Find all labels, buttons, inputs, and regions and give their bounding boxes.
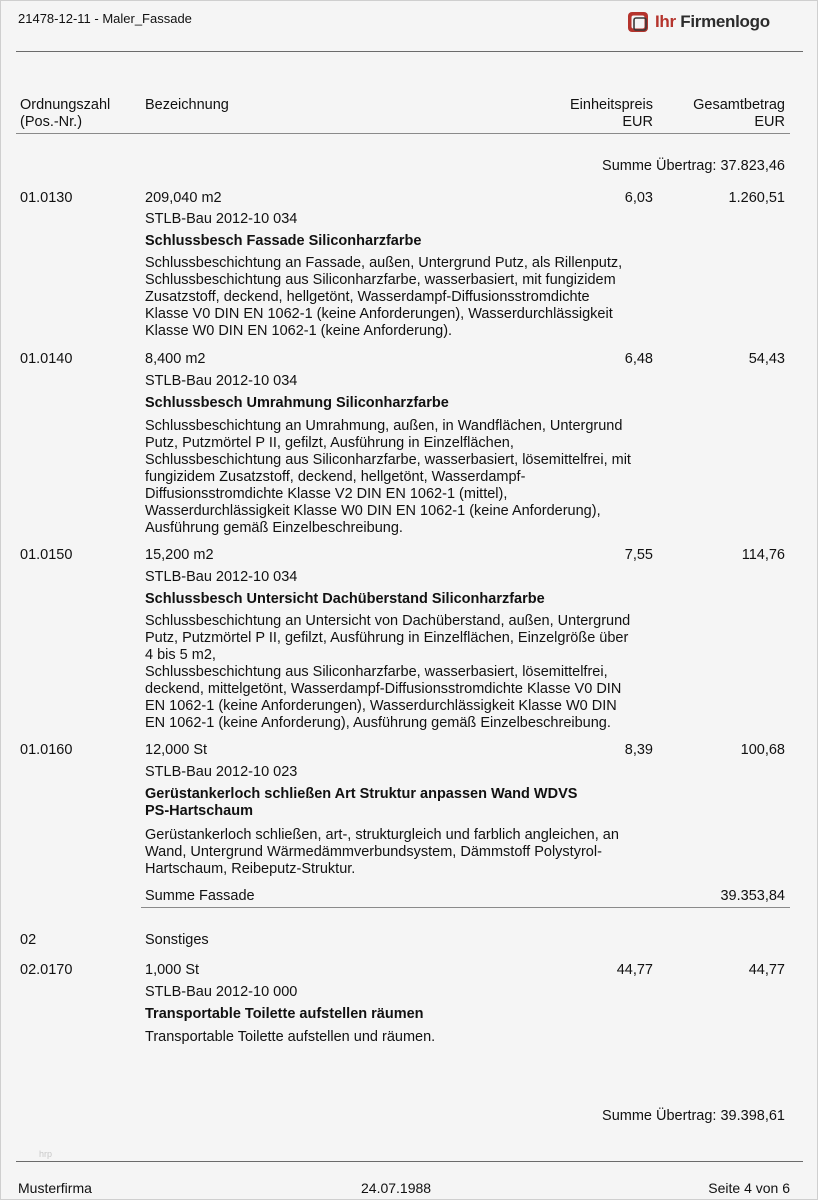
position-number: 01.0150	[20, 547, 73, 563]
section-title: Sonstiges	[145, 932, 209, 948]
company-logo	[627, 7, 770, 37]
section-sum-value: 39.353,84	[720, 888, 785, 904]
position-quantity: 209,040 m2	[145, 190, 222, 206]
position-unit-price: 6,48	[624, 351, 653, 367]
position-unit-price: 6,03	[624, 190, 653, 206]
position-stlb-code: STLB-Bau 2012-10 000	[145, 984, 298, 1000]
col-header-position: Ordnungszahl (Pos.-Nr.)	[20, 97, 111, 130]
section-number: 02	[20, 932, 37, 948]
col-header-description: Bezeichnung	[145, 97, 229, 113]
position-description: Gerüstankerloch schließen, art-, strukturgleich und farblich angleichen, an Wand, Untergrund Wärmedämmverbundsystem, Dämmstoff Polystyrol- Hartschaum, Reibeputz-Struktur.	[145, 827, 619, 877]
position-total: 1.260,51	[728, 190, 785, 206]
position-title: Schlussbesch Fassade Siliconharzfarbe	[145, 233, 422, 249]
faint-mark: hrp	[39, 1149, 53, 1159]
position-total: 44,77	[748, 962, 785, 978]
column-header-rule	[16, 133, 790, 134]
logo-mark-icon	[627, 11, 649, 33]
section-sum-label: Summe Fassade	[145, 888, 255, 904]
position-description: Transportable Toilette aufstellen und räumen.	[145, 1029, 436, 1045]
position-number: 01.0130	[20, 190, 73, 206]
position-title: Schlussbesch Umrahmung Siliconharzfarbe	[145, 395, 449, 411]
position-number: 01.0140	[20, 351, 73, 367]
position-total: 114,76	[741, 547, 785, 563]
position-unit-price: 44,77	[616, 962, 653, 978]
position-quantity: 1,000 St	[145, 962, 200, 978]
position-unit-price: 7,55	[624, 547, 653, 563]
header-rule	[16, 51, 803, 52]
logo-text: Ihr Firmenlogo	[655, 12, 770, 31]
carry-in-sum: Summe Übertrag: 37.823,46	[602, 158, 785, 174]
position-number: 02.0170	[20, 962, 73, 978]
position-total: 54,43	[748, 351, 785, 367]
position-title: Transportable Toilette aufstellen räumen	[145, 1006, 424, 1022]
position-stlb-code: STLB-Bau 2012-10 034	[145, 211, 298, 227]
position-description: Schlussbeschichtung an Fassade, außen, Untergrund Putz, als Rillenputz, Schlussbeschichtung aus Siliconharzfarbe, wasserbasiert, mit fungizidem Zusatzstoff, deckend, hellgetönt, Wasserdampf-Diffusionsstromdichte Klasse V0 DIN EN 1062-1 (keine Anforderungen), Wasserdurchlässigkeit Klasse W0 DIN EN 1062-1 (keine Anforderung).	[145, 255, 623, 339]
position-title: Gerüstankerloch schließen Art Struktur anpassen Wand WDVS PS-Hartschaum	[145, 786, 578, 819]
position-total: 100,68	[740, 742, 785, 758]
section-sum-rule	[141, 907, 790, 908]
position-quantity: 12,000 St	[145, 742, 208, 758]
footer-company: Musterfirma	[18, 1180, 92, 1196]
col-header-total: Gesamtbetrag EUR	[693, 97, 785, 130]
position-description: Schlussbeschichtung an Untersicht von Dachüberstand, außen, Untergrund Putz, Putzmörtel P II, gefilzt, Ausführung in Einzelflächen, Einzelgröße über 4 bis 5 m2, Schlussbeschichtung aus Siliconharzfarbe, wasserbasiert, lösemittelfrei, deckend, mittelgetönt, Wasserdampf-Diffusionsstromdichte Klasse V0 DIN EN 1062-1 (keine Anforderungen), Wasserdurchlässigkeit Klasse W0 DIN EN 1062-1 (keine Anforderung), Ausführung gemäß Einzelbeschreibung.	[145, 613, 631, 731]
position-quantity: 15,200 m2	[145, 547, 214, 563]
footer-rule	[16, 1161, 803, 1162]
col-header-unit-price: Einheitspreis EUR	[569, 97, 653, 130]
carry-out-sum: Summe Übertrag: 39.398,61	[602, 1108, 785, 1124]
position-unit-price: 8,39	[624, 742, 653, 758]
position-stlb-code: STLB-Bau 2012-10 034	[145, 569, 298, 585]
document-title: 21478-12-11 - Maler_Fassade	[18, 11, 192, 26]
position-description: Schlussbeschichtung an Umrahmung, außen, in Wandflächen, Untergrund Putz, Putzmörtel P II, gefilzt, Ausführung in Einzelflächen, Schlussbeschichtung aus Siliconharzfarbe, wasserbasiert, lösemittelfrei, mit fungizidem Zusatzstoff, deckend, hellgetönt, Wasserdampf- Diffusionsstromdichte Klasse V2 DIN EN 1062-1 (mittel), Wasserdurchlässigkeit Klasse W0 DIN EN 1062-1 (keine Anforderung), Ausführung gemäß Einzelbeschreibung.	[145, 418, 631, 536]
position-quantity: 8,400 m2	[145, 351, 206, 367]
footer-date: 24.07.1988	[361, 1180, 432, 1196]
position-title: Schlussbesch Untersicht Dachüberstand Siliconharzfarbe	[145, 591, 545, 607]
footer-page-number: Seite 4 von 6	[708, 1180, 790, 1196]
position-number: 01.0160	[20, 742, 73, 758]
position-stlb-code: STLB-Bau 2012-10 023	[145, 764, 298, 780]
position-stlb-code: STLB-Bau 2012-10 034	[145, 373, 298, 389]
